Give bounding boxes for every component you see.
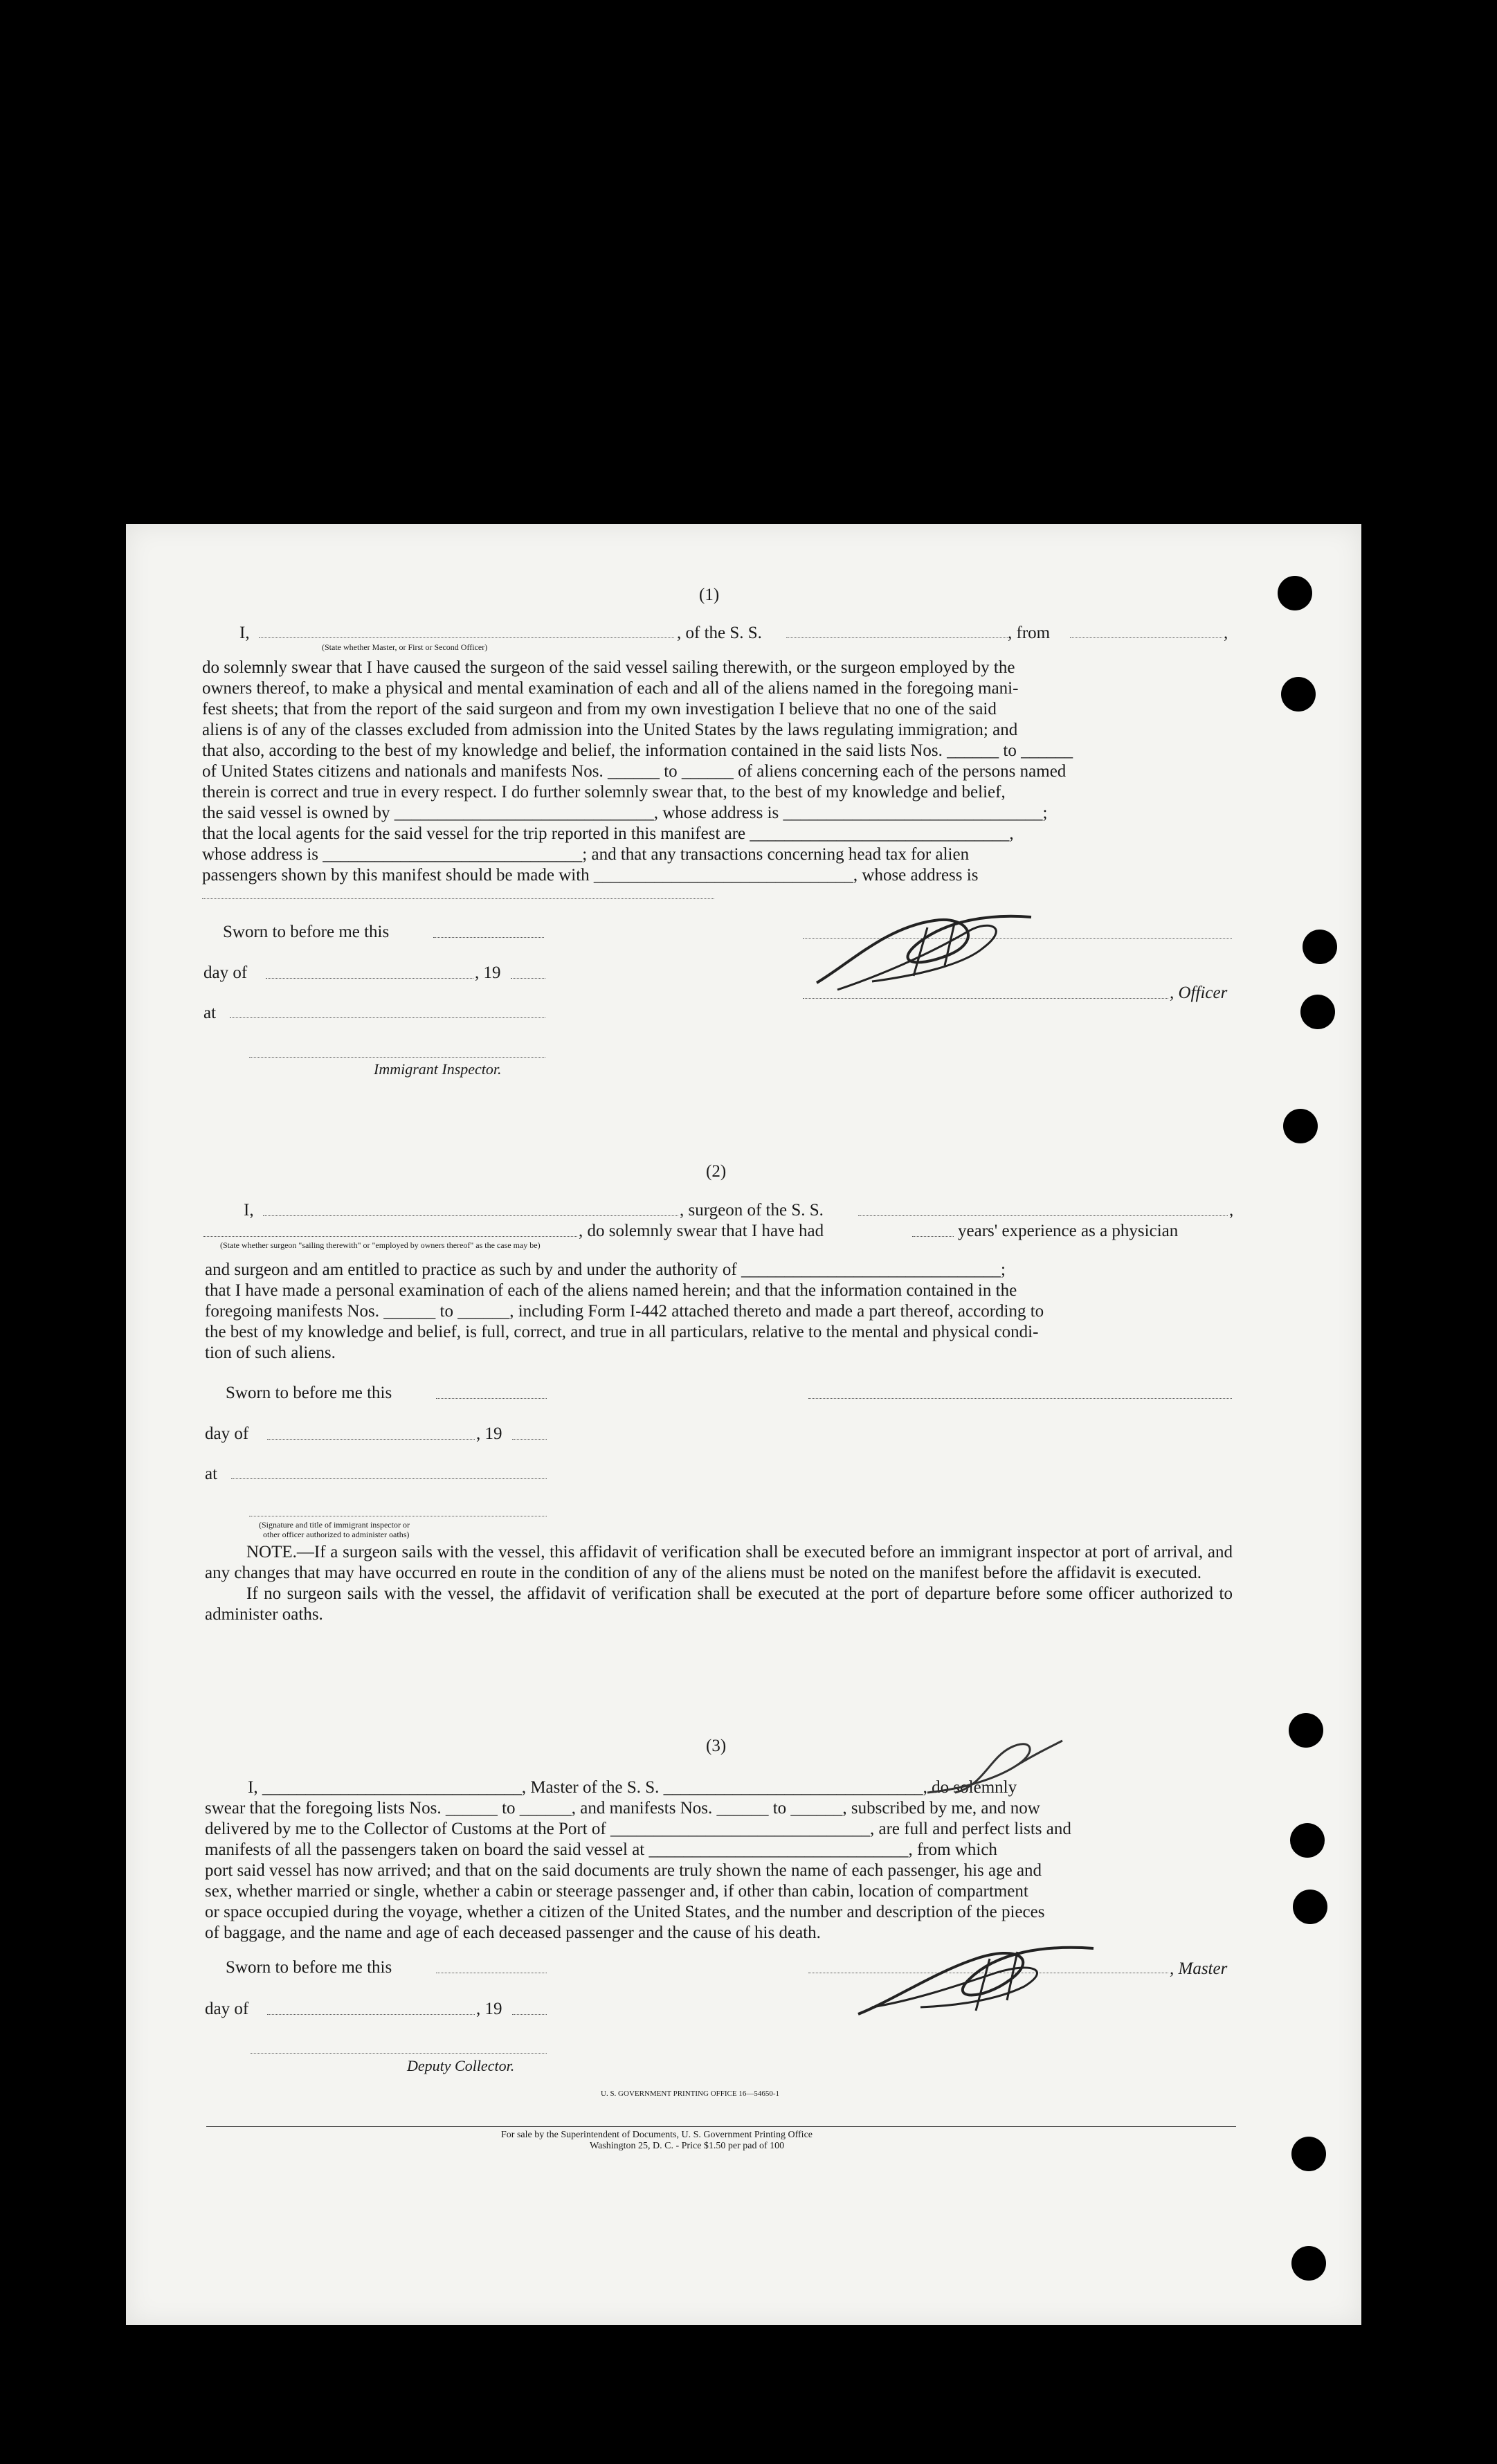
s1-line: of United States citizens and nationals and manifests Nos. ______ to ______ of aliens concerning each of the persons named	[202, 762, 1067, 781]
s2-line1-i: I,	[244, 1201, 254, 1220]
s1-line: that the local agents for the said vessel for the trip reported in this manifest are ______________________________,	[202, 824, 1014, 843]
s2-sworn-label: Sworn to before me this	[226, 1384, 392, 1402]
s3-blank-year[interactable]	[512, 2014, 547, 2015]
s2-line1-end: ,	[1229, 1201, 1234, 1220]
s2-year-label: , 19	[476, 1424, 502, 1443]
s3-master-label: , Master	[1170, 1959, 1228, 1978]
s2-line: tion of such aliens.	[205, 1343, 336, 1362]
s1-inspector-signature-line[interactable]	[249, 1057, 545, 1058]
s2-line: the best of my knowledge and belief, is full, correct, and true in all particulars, relative to the mental and physical condi-	[205, 1323, 1039, 1341]
s2-note-p2: If no surgeon sails with the vessel, the affidavit of verification shall be executed at the port of departure before some officer authorized to administer oaths.	[205, 1584, 1233, 1624]
s2-note-p1: NOTE.—If a surgeon sails with the vessel, this affidavit of verification shall be executed before an immigrant inspector at port of arrival, and any changes that may have occurred en route in the condition of any of the aliens must be noted on the manifest before the affidavit is executed.	[205, 1543, 1233, 1582]
s2-blank-month[interactable]	[267, 1439, 475, 1440]
s1-line: owners thereof, to make a physical and mental examination of each and all of the aliens named in the foregoing mani-	[202, 679, 1019, 698]
section-2-number: (2)	[706, 1162, 727, 1181]
s1-line1-i: I,	[239, 624, 250, 642]
s3-line: sex, whether married or single, whether a cabin or steerage passenger and, if other than cabin, location of compartment	[205, 1882, 1028, 1901]
s2-blank-years[interactable]	[912, 1236, 954, 1237]
s2-sigtitle-2: other officer authorized to administer oaths)	[263, 1530, 410, 1539]
s2-blank-status[interactable]	[203, 1236, 577, 1237]
s1-blank-at[interactable]	[230, 1017, 545, 1018]
s1-officer-note: (State whether Master, or First or Second Officer)	[322, 642, 488, 652]
s1-line1-ss: , of the S. S.	[677, 624, 762, 642]
section-3-number: (3)	[706, 1737, 727, 1755]
s1-blank-month[interactable]	[266, 978, 473, 979]
s1-officer-signature-line[interactable]	[803, 998, 1168, 999]
s3-line: swear that the foregoing lists Nos. ______ to ______, and manifests Nos. ______ to ______, subscribed by me, and now	[205, 1799, 1040, 1818]
binder-hole	[1281, 677, 1316, 712]
binder-hole	[1283, 1109, 1318, 1143]
s2-blank-year[interactable]	[512, 1439, 547, 1440]
s1-line: therein is correct and true in every respect. I do further solemnly swear that, to the best of my knowledge and belief,	[202, 783, 1006, 801]
binder-hole	[1278, 576, 1312, 610]
s2-line2-years: years' experience as a physician	[958, 1222, 1179, 1240]
s1-line1-from: , from	[1008, 624, 1051, 642]
s3-oath-paragraph	[205, 1777, 1235, 1944]
s2-line: foregoing manifests Nos. ______ to ______, including Form I-442 attached thereto and made a part thereof, according to	[205, 1302, 1044, 1321]
s1-line1-end: ,	[1224, 624, 1228, 642]
s1-inspector-label: Immigrant Inspector.	[374, 1060, 502, 1078]
s1-sworn-label: Sworn to before me this	[223, 923, 390, 941]
s3-collector-signature-line[interactable]	[251, 2053, 547, 2054]
s1-officer-label: , Officer	[1170, 984, 1228, 1002]
s3-line: port said vessel has now arrived; and that on the said documents are truly shown the name of each passenger, his age and	[205, 1861, 1042, 1880]
s1-line: the said vessel is owned by ______________________________, whose address is ______________________________;	[202, 804, 1048, 822]
s3-line: I, ______________________________, Master of the S. S. ______________________________, do solemnly	[248, 1778, 1017, 1797]
binder-hole	[1291, 2137, 1326, 2171]
binder-hole	[1291, 2246, 1326, 2281]
s3-line: delivered by me to the Collector of Customs at the Port of ______________________________, are full and perfect lists and	[205, 1820, 1071, 1838]
s2-line: and surgeon and am entitled to practice as such by and under the authority of ______________________________;	[205, 1260, 1006, 1279]
s1-blank-address[interactable]	[202, 898, 714, 899]
s2-surgeon-note: (State whether surgeon "sailing therewith" or "employed by owners thereof" as the case may be)	[220, 1240, 541, 1250]
s1-year-label: , 19	[475, 963, 501, 982]
s2-oath-paragraph	[205, 1260, 1233, 1364]
s2-blank-surgeon-name[interactable]	[263, 1215, 678, 1216]
s2-blank-ship[interactable]	[858, 1215, 1228, 1216]
section-1-number: (1)	[699, 586, 720, 604]
s2-signature-line[interactable]	[808, 1398, 1232, 1399]
binder-hole	[1289, 1713, 1323, 1748]
s1-blank-year[interactable]	[511, 978, 545, 979]
s1-line: passengers shown by this manifest should be made with ______________________________, whose address is	[202, 866, 979, 885]
s1-line: that also, according to the best of my knowledge and belief, the information contained in the said lists Nos. ______ to ______	[202, 741, 1073, 760]
footer-sale-1: For sale by the Superintendent of Documents, U. S. Government Printing Office	[501, 2130, 813, 2140]
binder-hole	[1290, 1823, 1325, 1858]
s3-dayof-label: day of	[205, 2000, 249, 2018]
s3-sworn-label: Sworn to before me this	[226, 1958, 392, 1977]
s2-dayof-label: day of	[205, 1424, 249, 1443]
s2-note	[205, 1542, 1233, 1625]
s1-blank-ship[interactable]	[786, 637, 1008, 638]
s3-line: of baggage, and the name and age of each deceased passenger and the cause of his death.	[205, 1923, 821, 1942]
footer-rule	[206, 2126, 1236, 2127]
s1-blank-officer-name[interactable]	[259, 637, 674, 638]
s1-line: whose address is ______________________________; and that any transactions concerning head tax for alien	[202, 845, 970, 864]
footer-sale-2: Washington 25, D. C. - Price $1.50 per pad of 100	[590, 2141, 785, 2151]
s3-blank-month[interactable]	[267, 2014, 475, 2015]
gpo-imprint: U. S. GOVERNMENT PRINTING OFFICE 16—54650-1	[601, 2090, 780, 2098]
s1-oath-paragraph	[202, 658, 1230, 886]
s2-line2-swear: , do solemnly swear that I have had	[579, 1222, 824, 1240]
s1-line: aliens is of any of the classes excluded from admission into the United States by the laws regulating immigration; and	[202, 721, 1018, 739]
s2-at-label: at	[205, 1465, 218, 1483]
s2-blank-at[interactable]	[231, 1478, 547, 1479]
s1-line: fest sheets; that from the report of the said surgeon and from my own investigation I believe that no one of the said	[202, 700, 997, 718]
officer-signature	[810, 900, 1045, 997]
master-signature	[851, 1931, 1100, 2021]
binder-hole	[1303, 930, 1337, 964]
s1-blank-from[interactable]	[1070, 637, 1222, 638]
s2-sigtitle-1: (Signature and title of immigrant inspector or	[259, 1520, 410, 1530]
s2-blank-sworn-date[interactable]	[436, 1398, 547, 1399]
s1-blank-sworn-date[interactable]	[433, 937, 544, 938]
s3-collector-label: Deputy Collector.	[407, 2057, 515, 2074]
s1-line: do solemnly swear that I have caused the surgeon of the said vessel sailing therewith, or the surgeon employed by the	[202, 658, 1015, 677]
binder-hole	[1293, 1890, 1327, 1924]
s3-line: or space occupied during the voyage, whether a citizen of the United States, and the number and description of the pieces	[205, 1903, 1045, 1921]
s3-year-label: , 19	[476, 2000, 502, 2018]
ship-name-scribble	[914, 1730, 1066, 1800]
s1-dayof-label: day of	[203, 963, 248, 982]
s2-line1-ss: , surgeon of the S. S.	[680, 1201, 824, 1220]
s3-line: manifests of all the passengers taken on board the said vessel at ______________________________, from which	[205, 1840, 997, 1859]
binder-hole	[1300, 995, 1335, 1029]
s1-at-label: at	[203, 1004, 217, 1022]
s2-line: that I have made a personal examination of each of the aliens named herein; and that the information contained in the	[205, 1281, 1017, 1300]
